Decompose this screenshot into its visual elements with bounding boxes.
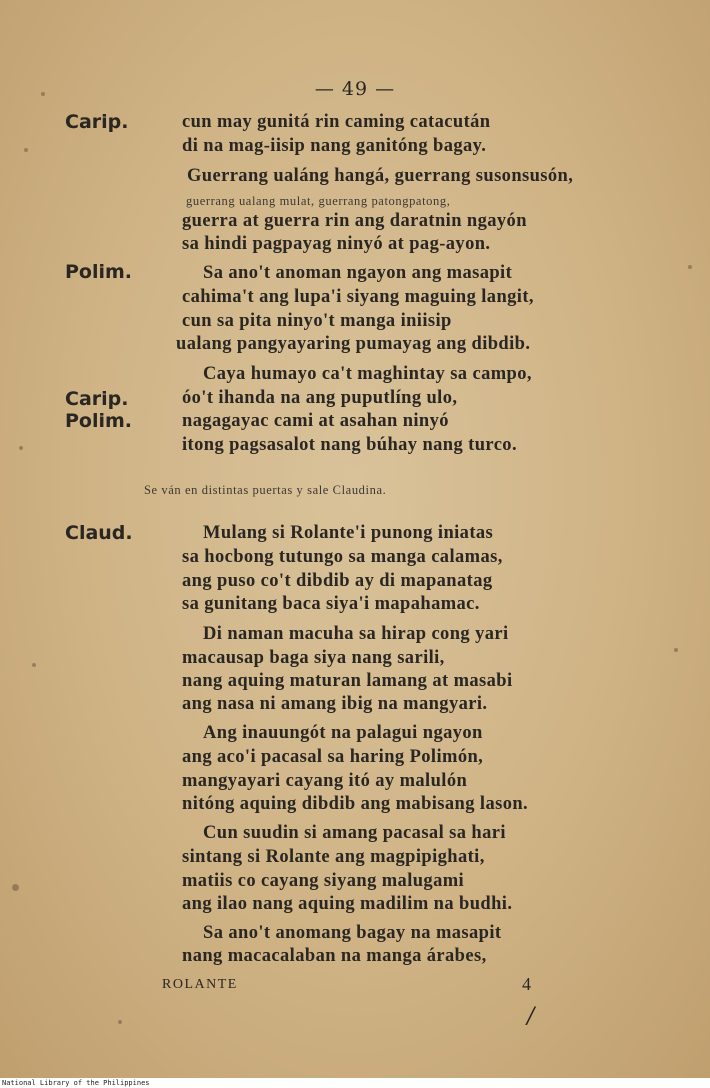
verse-line: Caya humayo ca't maghintay sa campo, <box>203 364 532 384</box>
verse-line: cun may gunitá rin caming catacután <box>182 112 491 132</box>
verse-line: guerra at guerra rin ang daratnin ngayón <box>182 211 527 231</box>
verse-line: nitóng aquing dibdib ang mabisang lason. <box>182 794 529 814</box>
verse-line: Sa ano't anomang bagay na masapit <box>203 923 502 943</box>
speaker-label: Carip. <box>65 111 129 133</box>
verse-line: ang ilao nang aquing madilim na budhi. <box>182 894 513 914</box>
page-number: — 49 — <box>314 78 396 100</box>
paper-stain <box>32 663 36 667</box>
verse-line: sa hindi pagpayag ninyó at pag-ayon. <box>182 234 491 254</box>
verse-line: macausap baga siya nang sarili, <box>182 648 445 668</box>
verse-line: nang macacalaban na manga árabes, <box>182 946 487 966</box>
verse-line: cun sa pita ninyo't manga iniisip <box>182 311 452 331</box>
verse-line: itong pagsasalot nang búhay nang turco. <box>182 435 517 455</box>
verse-line: Guerrang ualáng hangá, guerrang susonsusón, <box>187 166 574 186</box>
paper-stain <box>24 148 28 152</box>
speaker-label: Carip. <box>65 388 129 410</box>
verse-line: di na mag-iisip nang ganitóng bagay. <box>182 136 487 156</box>
paper-stain <box>12 884 19 891</box>
verse-line: Cun suudin si amang pacasal sa hari <box>203 823 506 843</box>
paper-stain <box>688 265 692 269</box>
stage-direction: Se ván en distintas puertas y sale Claudina. <box>144 483 387 497</box>
footer-signature: ROLANTE <box>162 977 238 992</box>
verse-line: Di naman macuha sa hirap cong yari <box>203 624 509 644</box>
verse-line: cahima't ang lupa'i siyang maguing langit, <box>182 287 534 307</box>
verse-line: sa gunitang baca siya'i mapahamac. <box>182 594 480 614</box>
paper-stain <box>19 446 23 450</box>
paper-stain <box>674 648 678 652</box>
verse-line: Sa ano't anoman ngayon ang masapit <box>203 263 513 283</box>
verse-line: mangyayari cayang itó ay malulón <box>182 771 468 791</box>
verse-line: ang puso co't dibdib ay di mapanatag <box>182 571 493 591</box>
verse-line: Mulang si Rolante'i punong iniatas <box>203 523 494 543</box>
verse-line: ang aco'i pacasal sa haring Polimón, <box>182 747 484 767</box>
footer-number: 4 <box>522 974 531 994</box>
verse-line: Ang inauungót na palagui ngayon <box>203 723 483 743</box>
paper-stain <box>118 1020 122 1024</box>
verse-line: sintang si Rolante ang magpipighati, <box>182 847 485 867</box>
verse-line: matiis co cayang siyang malugami <box>182 871 465 891</box>
verse-line: nang aquing maturan lamang at masabi <box>182 671 513 691</box>
speaker-label: Polim. <box>65 261 133 283</box>
library-credit: National Library of the Philippines <box>2 1079 150 1087</box>
verse-line: óo't ihanda na ang puputlíng ulo, <box>182 388 458 408</box>
verse-line: ualang pangyayaring pumayag ang dibdib. <box>176 334 531 354</box>
verse-line: sa hocbong tutungo sa manga calamas, <box>182 547 503 567</box>
verse-line: nagagayac cami at asahan ninyó <box>182 411 449 431</box>
verse-line: guerrang ualang mulat, guerrang patongpatong, <box>186 194 451 208</box>
handwritten-mark: / <box>527 1004 535 1029</box>
speaker-label: Polim. <box>65 410 133 432</box>
speaker-label: Claud. <box>65 522 133 544</box>
verse-line: ang nasa ni amang ibig na mangyari. <box>182 694 488 714</box>
